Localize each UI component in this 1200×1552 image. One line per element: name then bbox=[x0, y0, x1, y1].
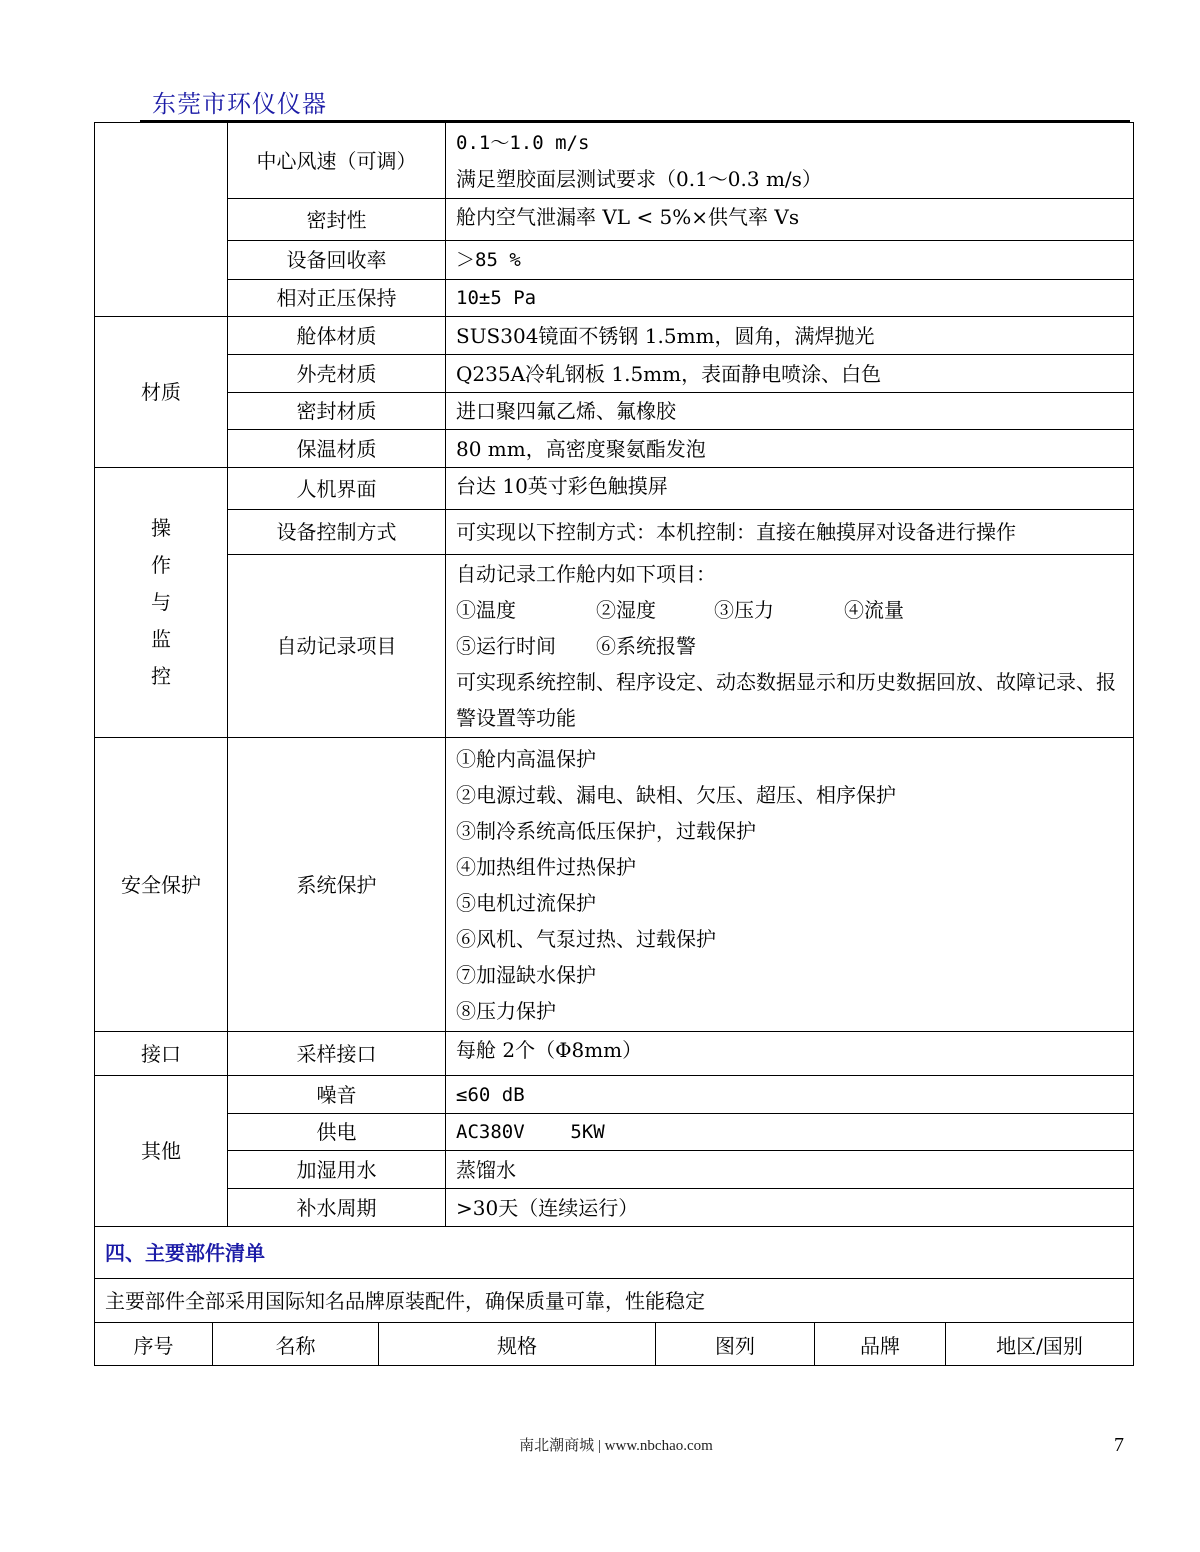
row-value: AC380V 5KW bbox=[446, 1114, 1134, 1151]
parts-header-region: 地区/国别 bbox=[946, 1323, 1134, 1366]
parts-header-spec: 规格 bbox=[379, 1323, 656, 1366]
table-row bbox=[95, 355, 1134, 393]
parts-header-brand: 品牌 bbox=[815, 1323, 946, 1366]
group-other: 其他 bbox=[95, 1076, 228, 1227]
table-row bbox=[95, 1032, 1134, 1076]
row-label: 外壳材质 bbox=[228, 355, 446, 393]
table-row bbox=[95, 241, 1134, 280]
table-row bbox=[95, 1227, 1134, 1279]
row-label: 自动记录项目 bbox=[228, 555, 446, 738]
record-items-line1 bbox=[456, 592, 1123, 628]
row-value: 进口聚四氟乙烯、氟橡胶 bbox=[446, 393, 1134, 430]
table-row bbox=[95, 1189, 1134, 1227]
safety-item: ①舱内高温保护 bbox=[456, 746, 596, 771]
row-label: 密封性 bbox=[228, 199, 446, 241]
record-item: ⑥系统报警 bbox=[596, 634, 696, 658]
row-label: 噪音 bbox=[228, 1076, 446, 1114]
page-footer: 南北潮商城 | www.nbchao.com bbox=[519, 1438, 713, 1454]
table-row bbox=[95, 555, 1134, 738]
record-items-line2 bbox=[456, 628, 1123, 664]
section-note: 主要部件全部采用国际知名品牌原装配件，确保质量可靠，性能稳定 bbox=[95, 1279, 1134, 1323]
row-label: 加湿用水 bbox=[228, 1151, 446, 1189]
parts-header-index: 序号 bbox=[95, 1323, 213, 1366]
row-value: 蒸馏水 bbox=[446, 1151, 1134, 1189]
group-interface: 接口 bbox=[95, 1032, 228, 1076]
safety-item: ⑧压力保护 bbox=[456, 998, 556, 1023]
row-label: 设备回收率 bbox=[228, 241, 446, 280]
row-label: 中心风速（可调） bbox=[228, 123, 446, 199]
row-value: 台达 10英寸彩色触摸屏 bbox=[446, 468, 1134, 510]
row-label: 相对正压保持 bbox=[228, 280, 446, 317]
wind-speed-note: 满足塑胶面层测试要求（0.1～0.3 m/s） bbox=[456, 166, 822, 191]
group-operation bbox=[95, 468, 228, 738]
group-material: 材质 bbox=[95, 317, 228, 468]
row-label: 密封材质 bbox=[228, 393, 446, 430]
group-char: 控 bbox=[151, 664, 171, 688]
row-value: ＞85 % bbox=[446, 241, 1134, 280]
table-row bbox=[95, 1151, 1134, 1189]
wind-speed-range: 0.1～1.0 m/s bbox=[456, 131, 590, 154]
safety-item: ⑥风机、气泵过热、过载保护 bbox=[456, 926, 716, 951]
safety-item: ②电源过载、漏电、缺相、欠压、超压、相序保护 bbox=[456, 782, 896, 807]
row-value bbox=[446, 738, 1134, 1032]
table-row bbox=[95, 393, 1134, 430]
parts-header-figure: 图列 bbox=[656, 1323, 815, 1366]
row-value bbox=[446, 555, 1134, 738]
group-char: 作 bbox=[151, 553, 171, 577]
table-row bbox=[95, 199, 1134, 241]
safety-item: ③制冷系统高低压保护，过载保护 bbox=[456, 818, 756, 843]
row-label: 系统保护 bbox=[228, 738, 446, 1032]
group-char: 监 bbox=[151, 627, 171, 651]
table-row bbox=[95, 738, 1134, 1032]
group-cell-continued bbox=[95, 123, 228, 317]
row-value: SUS304镜面不锈钢 1.5mm，圆角，满焊抛光 bbox=[446, 317, 1134, 355]
safety-item: ④加热组件过热保护 bbox=[456, 854, 636, 879]
row-label: 设备控制方式 bbox=[228, 510, 446, 555]
record-item: ⑤运行时间 bbox=[456, 634, 556, 658]
row-label: 补水周期 bbox=[228, 1189, 446, 1227]
company-header: 东莞市环仪仪器 bbox=[152, 90, 327, 118]
table-row bbox=[95, 1076, 1134, 1114]
row-value: >30天（连续运行） bbox=[446, 1189, 1134, 1227]
row-value: 80 mm，高密度聚氨酯发泡 bbox=[446, 430, 1134, 468]
table-row bbox=[95, 468, 1134, 510]
row-value bbox=[446, 123, 1134, 199]
group-char: 与 bbox=[151, 590, 171, 614]
page-number: 7 bbox=[1114, 1434, 1124, 1456]
row-label: 人机界面 bbox=[228, 468, 446, 510]
spec-table bbox=[94, 122, 1134, 1323]
row-label: 舱体材质 bbox=[228, 317, 446, 355]
table-row bbox=[95, 1114, 1134, 1151]
table-row bbox=[95, 430, 1134, 468]
record-item: ②湿度 bbox=[596, 598, 656, 622]
row-value: 10±5 Pa bbox=[446, 280, 1134, 317]
section-title-cell bbox=[95, 1227, 1134, 1279]
table-row bbox=[95, 1279, 1134, 1323]
group-safety: 安全保护 bbox=[95, 738, 228, 1032]
table-row bbox=[95, 317, 1134, 355]
record-description: 可实现系统控制、程序设定、动态数据显示和历史数据回放、故障记录、报警设置等功能 bbox=[456, 670, 1116, 730]
parts-table bbox=[94, 1322, 1134, 1366]
record-item: ③压力 bbox=[714, 598, 774, 622]
safety-item: ⑤电机过流保护 bbox=[456, 890, 596, 915]
safety-item: ⑦加湿缺水保护 bbox=[456, 962, 596, 987]
table-row bbox=[95, 280, 1134, 317]
row-label: 保温材质 bbox=[228, 430, 446, 468]
record-item: ④流量 bbox=[844, 598, 904, 622]
table-row bbox=[95, 510, 1134, 555]
row-value: 每舱 2个（Φ8mm） bbox=[446, 1032, 1134, 1076]
row-label: 供电 bbox=[228, 1114, 446, 1151]
group-char: 操 bbox=[151, 516, 171, 540]
row-value: 可实现以下控制方式：本机控制：直接在触摸屏对设备进行操作 bbox=[446, 510, 1134, 555]
parts-header-row bbox=[95, 1323, 1134, 1366]
parts-header-name: 名称 bbox=[213, 1323, 379, 1366]
row-value: Q235A冷轧钢板 1.5mm，表面静电喷涂、白色 bbox=[446, 355, 1134, 393]
table-row bbox=[95, 123, 1134, 199]
section-title: 四、主要部件清单 bbox=[105, 1240, 265, 1265]
row-value: ≤60 dB bbox=[446, 1076, 1134, 1114]
record-item: ①温度 bbox=[456, 598, 516, 622]
row-value: 舱内空气泄漏率 VL < 5%×供气率 Vs bbox=[446, 199, 1134, 241]
row-label: 采样接口 bbox=[228, 1032, 446, 1076]
record-intro: 自动记录工作舱内如下项目： bbox=[456, 562, 716, 586]
